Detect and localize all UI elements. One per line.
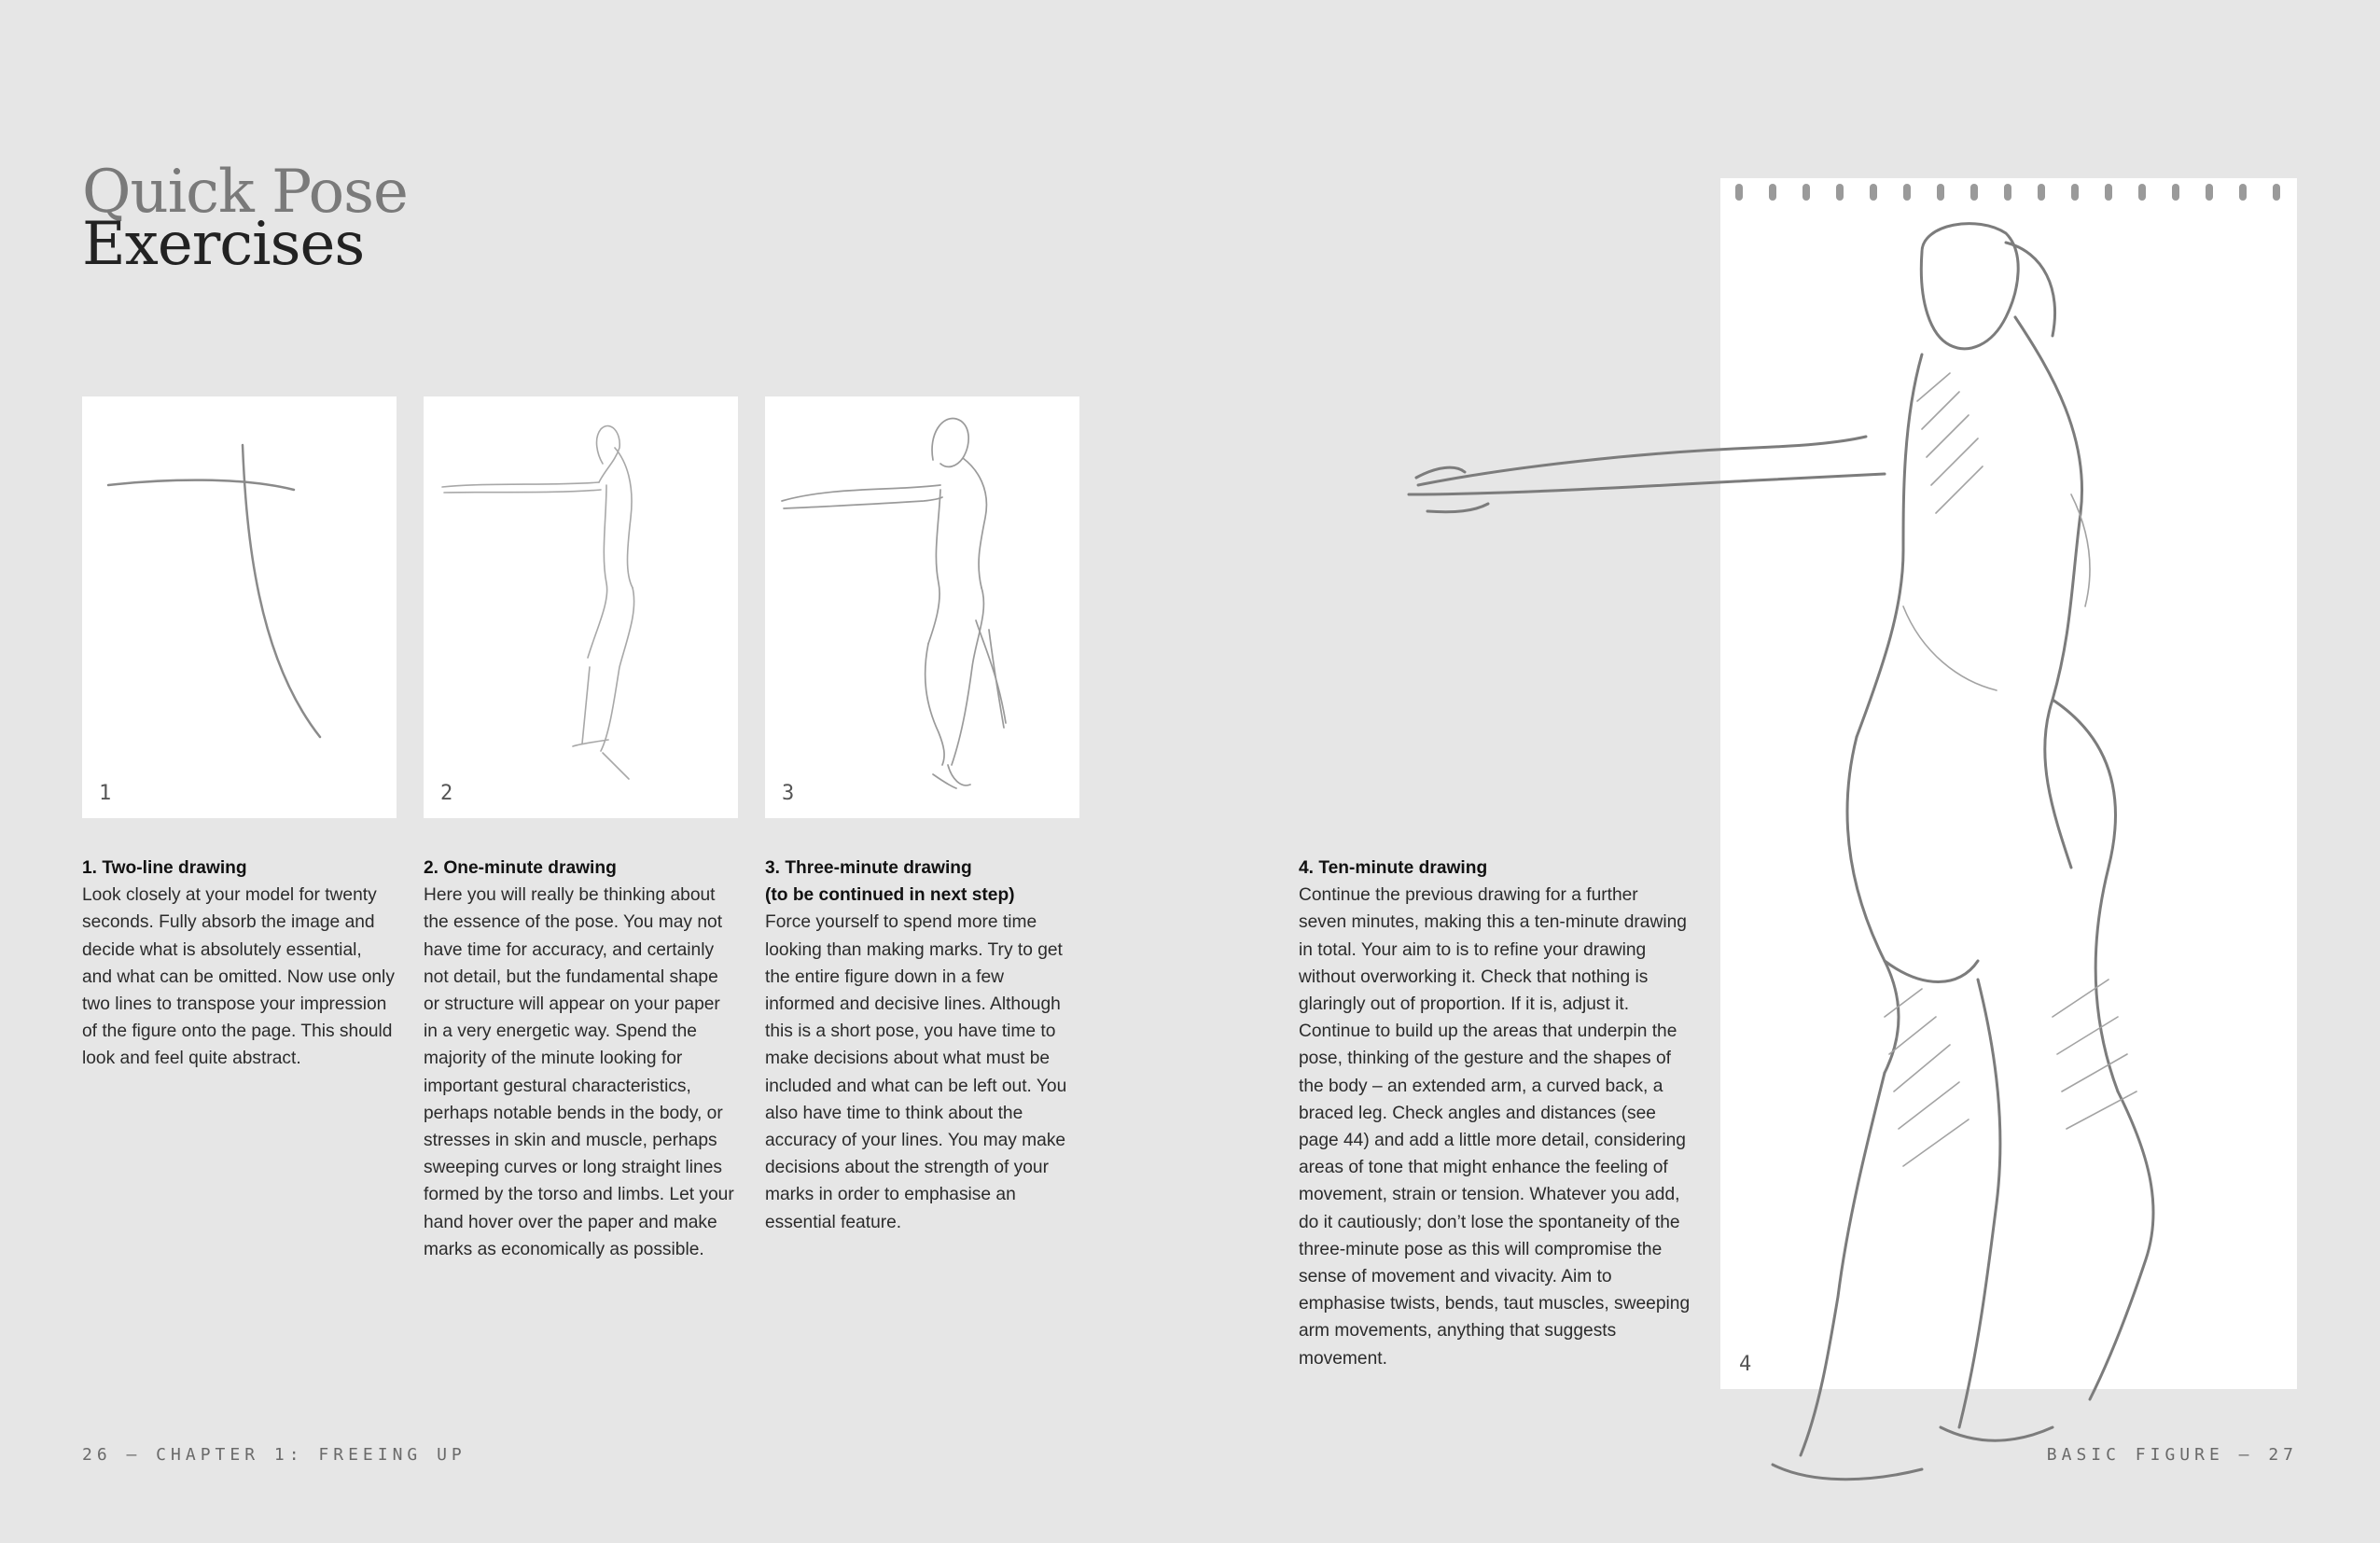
caption-two-line-drawing (82, 855, 395, 1073)
one-minute-sketch (424, 396, 738, 818)
footer-left-running-head: 26 — CHAPTER 1: FREEING UP (82, 1445, 466, 1465)
caption-three-minute-drawing (765, 855, 1078, 1236)
caption-body: Here you will really be thinking about the essence of the pose. You may not have time for accuracy, and certainly not detail, but the fundamental shape or structure will appear on your paper in a very energetic way. Spend the majority of the minute looking for important gestural characteristics, perhaps notable bends in the body, or stresses in skin and muscle, perhaps sweeping curves or long straight lines formed by the torso and limbs. Let your hand hover over the paper and make marks as economically as possible. (424, 885, 734, 1259)
caption-body: Force yourself to spend more time looking than making marks. Try to get the entire figure down in a few informed and decisive lines. Although this is a short pose, you have time to make decisions about what must be included and what can be left out. You also have time to think about the accuracy of your lines. You may make decisions about the strength of your marks in order to emphasise an essential feature. (765, 912, 1067, 1232)
drawing-panel-2 (424, 396, 738, 818)
page-title-line-2: Exercises (82, 210, 365, 279)
three-minute-sketch (765, 396, 1079, 818)
page-title-line-1: Quick Pose (82, 158, 408, 227)
caption-heading: 3. Three-minute drawing (765, 858, 972, 878)
spiral-binding-icon (1720, 180, 2297, 204)
caption-subheading: (to be continued in next step) (765, 885, 1015, 906)
panel-number: 2 (440, 782, 453, 805)
panel-number: 1 (99, 782, 112, 805)
drawing-panel-1 (82, 396, 397, 818)
panel-number: 4 (1739, 1353, 1752, 1376)
panel-number: 3 (782, 782, 795, 805)
caption-heading: 4. Ten-minute drawing (1299, 858, 1488, 878)
caption-body: Continue the previous drawing for a further seven minutes, making this a ten-minute drawing in total. Your aim to is to refine your drawing without overworking it. Check that nothing is glaringly out of proportion. If it is, adjust it. Continue to build up the areas that underpin the pose, thinking of the gesture and the shapes of the body – an extended arm, a curved back, a braced leg. Check angles and distances (see page 44) and add a little more detail, considering areas of tone that might enhance the feeling of movement, strain or tension. Whatever you add, do it cautiously; don’t lose the spontaneity of the three-minute pose as this will compromise the sense of movement and vivacity. Aim to emphasise twists, bends, taut muscles, sweeping arm movements, anything that suggests movement. (1299, 885, 1691, 1369)
ten-minute-figure-sketch (1399, 215, 2239, 1502)
footer-right-running-head: BASIC FIGURE — 27 (2046, 1445, 2298, 1465)
caption-heading: 2. One-minute drawing (424, 858, 617, 878)
two-line-sketch (82, 396, 397, 818)
page-title (82, 158, 408, 279)
drawing-panel-3 (765, 396, 1079, 818)
caption-one-minute-drawing (424, 855, 736, 1263)
caption-body: Look closely at your model for twenty seconds. Fully absorb the image and decide what is absolutely essential, and what can be omitted. Now use only two lines to transpose your impression of the figure onto the page. This should look and feel quite abstract. (82, 885, 395, 1069)
caption-heading: 1. Two-line drawing (82, 858, 247, 878)
